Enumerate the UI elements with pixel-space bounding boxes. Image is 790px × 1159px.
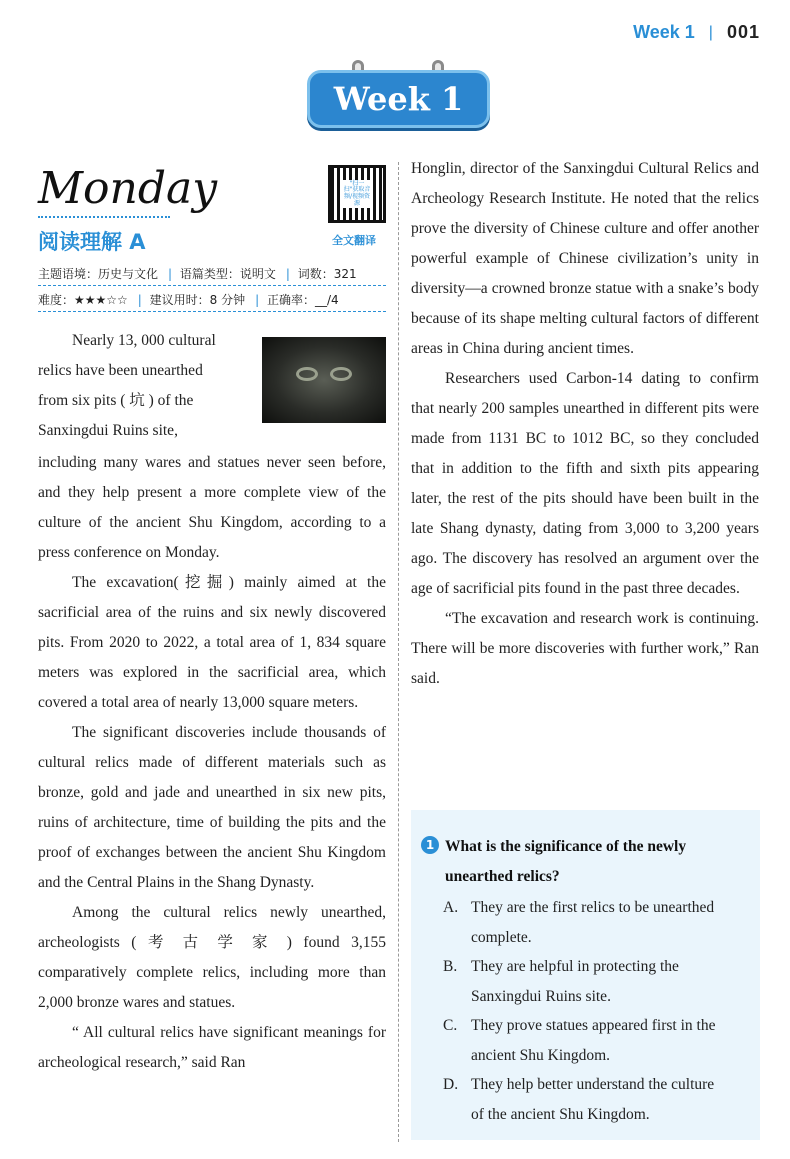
article-left-column bbox=[38, 448, 386, 1078]
mask-eye-shape bbox=[296, 367, 318, 381]
option-c[interactable] bbox=[443, 1011, 748, 1071]
qr-caption: "扫一扫"获取音频/视频资源 bbox=[343, 179, 371, 207]
article-paragraph-1-wrapped bbox=[38, 326, 254, 446]
question-box bbox=[411, 810, 760, 1140]
article-line: from six pits ( 坑 ) of the bbox=[38, 392, 194, 409]
reading-label: 阅读理解 A bbox=[38, 230, 146, 254]
option-text: They are helpful in protecting the bbox=[471, 958, 679, 975]
week-banner-title: Week 1 bbox=[333, 80, 464, 118]
week-banner bbox=[307, 70, 490, 128]
article-right-column bbox=[411, 154, 759, 694]
bronze-mask-photo bbox=[262, 337, 386, 423]
meta-divider-line bbox=[38, 311, 386, 312]
header-separator: | bbox=[708, 23, 713, 41]
article-paragraph-2: The excavation(挖掘) mainly aimed at the sacrificial area of the ruins and six newly discovered pits. From 2020 to 2022, a total area of 1, 834 square meters was explored in the sacrificial area, which covered a total area of nearly 13,000 square meters. bbox=[38, 574, 386, 711]
article-paragraph-6: Researchers used Carbon-14 dating to confirm that nearly 200 samples unearthed in different pits were made from 1131 BC to 1012 BC, so they concluded that in addition to the fifth and sixth pits appearing later, the rest of the pits should have been built in the late Shang dynasty, dating from 3,000 to 3,200 years ago. The discovery has resolved an argument over the age of sacrificial pits found in the past three decades. bbox=[411, 370, 759, 597]
option-text-cont: ancient Shu Kingdom. bbox=[471, 1047, 611, 1064]
article-line: Nearly 13, 000 cultural bbox=[72, 332, 216, 349]
meta-time: 建议用时：8 分钟 bbox=[149, 293, 246, 307]
meta-divider: | bbox=[285, 267, 290, 281]
option-a[interactable] bbox=[443, 893, 748, 953]
page-number: 001 bbox=[726, 22, 760, 42]
option-text: They help better understand the culture bbox=[471, 1076, 715, 1093]
meta-row-1 bbox=[38, 265, 363, 282]
option-text-cont: Sanxingdui Ruins site. bbox=[471, 988, 611, 1005]
article-paragraph-1-rest: including many wares and statues never seen before, and they help present a more complete view of the culture of the ancient Shu Kingdom, according to a press conference on Monday. bbox=[38, 454, 386, 561]
header-week: Week 1 bbox=[633, 22, 695, 42]
question-stem-line-2: unearthed relics? bbox=[445, 868, 560, 885]
option-b[interactable] bbox=[443, 952, 748, 1012]
option-text-cont: complete. bbox=[471, 929, 532, 946]
meta-accuracy: 正确率：__/4 bbox=[267, 293, 339, 307]
meta-words: 词数：321 bbox=[297, 267, 357, 281]
mask-eye-shape bbox=[330, 367, 352, 381]
meta-divider: | bbox=[168, 267, 173, 281]
option-text-cont: of the ancient Shu Kingdom. bbox=[471, 1106, 650, 1123]
meta-divider: | bbox=[255, 293, 260, 307]
option-d[interactable] bbox=[443, 1070, 748, 1130]
meta-topic: 主题语境：历史与文化 bbox=[38, 267, 159, 281]
option-letter: B. bbox=[443, 958, 458, 975]
option-text: They prove statues appeared first in the bbox=[471, 1017, 716, 1034]
day-title bbox=[38, 163, 217, 214]
meta-row-2 bbox=[38, 291, 345, 308]
article-paragraph-4: Among the cultural relics newly unearthed, archeologists ( 考 古 学 家 ) found 3,155 comparatively complete relics, including more than 2,000 bronze wares and statues. bbox=[38, 904, 386, 1011]
article-paragraph-3: The significant discoveries include thousands of cultural relics made of different materials such as bronze, gold and jade and unearthed in six new pits, ruins of architecture, time of building the pits and the proof of exchanges between the ancient Shu Kingdom and the Central Plains in the Shang Dynasty. bbox=[38, 724, 386, 891]
full-translation-link[interactable]: 全文翻译 bbox=[332, 234, 376, 247]
article-paragraph-5-cont: Honglin, director of the Sanxingdui Cultural Relics and Archeology Research Institute. He noted that the relics prove the diversity of Chinese culture and offer another powerful example of Chinese civilization’s unity in diversity—a crowned bronze statue with a snake’s body because of its shape melting cultural factors of different areas in China during ancient times. bbox=[411, 160, 759, 357]
question-stem bbox=[421, 832, 751, 892]
meta-divider: | bbox=[137, 293, 142, 307]
qr-code-icon[interactable] bbox=[328, 165, 386, 223]
title-underline bbox=[38, 216, 170, 218]
column-divider bbox=[398, 162, 399, 1142]
article-line: relics have been unearthed bbox=[38, 362, 203, 379]
page-header bbox=[633, 22, 760, 43]
option-letter: C. bbox=[443, 1017, 458, 1034]
article-line: Sanxingdui Ruins site, bbox=[38, 422, 178, 439]
meta-divider-line bbox=[38, 285, 386, 286]
meta-genre: 语篇类型：说明文 bbox=[179, 267, 276, 281]
question-number-badge: 1 bbox=[421, 836, 439, 854]
option-text: They are the first relics to be unearthed bbox=[471, 899, 715, 916]
option-letter: A. bbox=[443, 899, 459, 916]
day-title-text: Monday bbox=[38, 163, 218, 214]
question-stem-line-1: What is the significance of the newly bbox=[445, 838, 687, 855]
article-paragraph-7: “The excavation and research work is continuing. There will be more discoveries with further work,” Ran said. bbox=[411, 610, 759, 687]
option-letter: D. bbox=[443, 1076, 459, 1093]
article-paragraph-5-start: “ All cultural relics have significant meanings for archeological research,” said Ran bbox=[38, 1024, 386, 1071]
meta-difficulty: 难度：★★★☆☆ bbox=[38, 293, 128, 307]
